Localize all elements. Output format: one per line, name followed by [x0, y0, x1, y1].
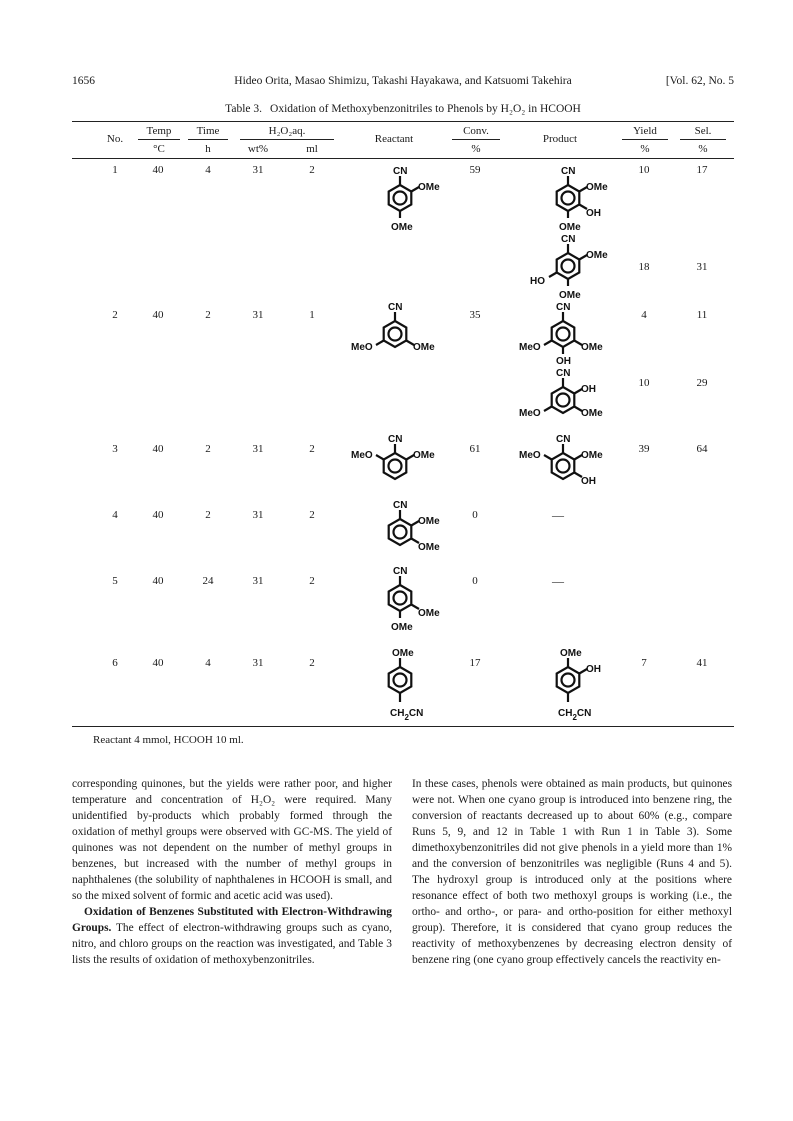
svg-text:OMe: OMe	[392, 648, 414, 659]
table-bottom-rule	[72, 726, 734, 727]
cell-ml: 1	[309, 309, 315, 321]
svg-text:OH: OH	[586, 208, 601, 219]
cell-ml: 2	[309, 575, 315, 587]
cell-sel: 64	[696, 443, 708, 455]
cell-time: 2	[205, 509, 211, 521]
svg-text:OH: OH	[556, 356, 571, 367]
cell-no: 6	[112, 657, 118, 669]
svg-text:OMe: OMe	[413, 342, 435, 353]
reactant-structure	[360, 560, 440, 632]
paragraph: In these cases, phenols were obtained as main products, but quinones were not. When one cyano group is introduced into benzene ring, the conversion of reactants decreased up to about 60% (e.g., compare Runs 5, 9, and 12 in Table 1 with Run 1 in Table 3). Some dimethoxybenzonitriles did not give phenols in a yield more than 1% and the conversion of benzonitriles was negligible (Runs 4 and 5). The hydroxyl group is introduced only at the positions where resonance effect of both two methoxyl groups is working (i.e., the ortho- and ortho-, or para- and ortho-position for either methoxyl group). Therefore, it is considered that cyano group reduces the reactivity of methoxybenzenes by decreasing electron density of benzene ring (one cyano group effectively cancels the reactivity en-	[412, 778, 732, 966]
benzene-ring-diagram	[528, 160, 618, 232]
svg-text:MeO: MeO	[519, 450, 541, 461]
cell-conv: 61	[469, 443, 481, 455]
cell-wt: 31	[252, 164, 264, 176]
cell-sel: 11	[696, 309, 708, 321]
header-subrule	[680, 139, 726, 140]
svg-text:OH: OH	[586, 664, 601, 675]
product-structure	[508, 362, 618, 418]
svg-text:OMe: OMe	[586, 250, 608, 261]
cell-no: 5	[112, 575, 118, 587]
header-time: Time	[196, 125, 220, 137]
svg-text:CH2CN: $CH_2CN$	[558, 708, 592, 722]
product-structure	[514, 228, 614, 300]
table-header-rule	[72, 158, 734, 159]
benzene-ring-diagram	[508, 296, 618, 366]
svg-text:CN: CN	[388, 302, 403, 313]
cell-temp: 40	[152, 443, 164, 455]
reactant-structure	[360, 642, 440, 722]
benzene-ring-diagram	[514, 228, 614, 300]
table-caption	[72, 103, 734, 115]
paragraph: Oxidation of Benzenes Substituted with Electron-Withdrawing Groups. The effect of electron-withdrawing groups such as cyano, nitro, and chloro groups on the reaction was investigated, and Table 3 lists the results of oxidation of methoxybenzonitriles.	[72, 906, 392, 966]
product-structure	[508, 296, 618, 366]
svg-text:CN: CN	[556, 368, 571, 379]
header-no: No.	[106, 133, 124, 145]
svg-text:OH: OH	[581, 476, 596, 487]
cell-ml: 2	[309, 164, 315, 176]
cell-yield: 10	[638, 164, 650, 176]
cell-yield: 10	[638, 377, 650, 389]
svg-text:OMe: OMe	[418, 182, 440, 193]
benzene-ring-diagram	[508, 428, 618, 488]
header-product: Product	[542, 133, 578, 145]
svg-text:OH: OH	[581, 384, 596, 395]
cell-conv: 0	[472, 509, 478, 521]
header-subrule	[622, 139, 668, 140]
cell-time: 2	[205, 309, 211, 321]
cell-yield: 39	[638, 443, 650, 455]
benzene-ring-diagram	[508, 362, 618, 418]
cell-yield: 7	[641, 657, 647, 669]
running-header	[72, 75, 734, 91]
svg-text:OMe: OMe	[581, 450, 603, 461]
cell-conv: 35	[469, 309, 481, 321]
benzene-ring-diagram	[528, 642, 618, 722]
cell-temp: 40	[152, 575, 164, 587]
cell-sel: 29	[696, 377, 708, 389]
no-product-dash: —	[552, 508, 564, 522]
cell-no: 3	[112, 443, 118, 455]
svg-text:OMe: OMe	[581, 408, 603, 419]
svg-text:OMe: OMe	[418, 608, 440, 619]
benzene-ring-diagram	[360, 560, 440, 632]
header-yield-unit: %	[640, 143, 650, 155]
cell-ml: 2	[309, 657, 315, 669]
cell-temp: 40	[152, 657, 164, 669]
cell-wt: 31	[252, 309, 264, 321]
benzene-ring-diagram	[360, 494, 440, 554]
header-ml: ml	[306, 143, 318, 155]
page-number: 1656	[72, 75, 95, 87]
cell-time: 2	[205, 443, 211, 455]
svg-text:MeO: MeO	[351, 450, 373, 461]
cell-ml: 2	[309, 509, 315, 521]
authors: Hideo Orita, Masao Shimizu, Takashi Hayakawa, and Katsuomi Takehira	[234, 75, 572, 87]
header-conv: Conv.	[463, 125, 489, 137]
right-column	[412, 776, 732, 968]
cell-wt: 31	[252, 509, 264, 521]
header-time-unit: h	[205, 143, 211, 155]
svg-text:OMe: OMe	[559, 222, 581, 233]
benzene-ring-diagram	[340, 296, 450, 352]
cell-temp: 40	[152, 309, 164, 321]
reactant-structure	[360, 160, 440, 232]
svg-text:OMe: OMe	[581, 342, 603, 353]
header-yield: Yield	[633, 125, 657, 137]
header-sel: Sel.	[694, 125, 712, 137]
cell-wt: 31	[252, 657, 264, 669]
cell-temp: 40	[152, 164, 164, 176]
product-structure	[508, 428, 618, 488]
header-conv-unit: %	[471, 143, 481, 155]
svg-text:CN: CN	[388, 434, 403, 445]
svg-text:OMe: OMe	[418, 542, 440, 553]
cell-sel: 31	[696, 261, 708, 273]
no-product-dash: —	[552, 574, 564, 588]
header-reactant: Reactant	[374, 133, 414, 145]
cell-sel: 17	[696, 164, 708, 176]
header-subrule	[240, 139, 334, 140]
cell-wt: 31	[252, 443, 264, 455]
svg-text:CN: CN	[561, 166, 576, 177]
header-temp: Temp	[146, 125, 172, 137]
product-structure	[528, 642, 618, 722]
svg-text:OMe: OMe	[391, 222, 413, 233]
svg-text:OMe: OMe	[586, 182, 608, 193]
left-column	[72, 776, 392, 968]
svg-text:CN: CN	[556, 302, 571, 313]
svg-text:MeO: MeO	[519, 342, 541, 353]
svg-text:OMe: OMe	[391, 622, 413, 633]
cell-yield: 4	[641, 309, 647, 321]
cell-ml: 2	[309, 443, 315, 455]
reactant-structure	[360, 494, 440, 554]
svg-text:MeO: MeO	[519, 408, 541, 419]
table-title: Oxidation of Methoxybenzonitriles to Phenols by H₂O₂ in HCOOH	[270, 103, 581, 115]
volume-info: [Vol. 62, No. 5	[665, 75, 734, 87]
svg-text:MeO: MeO	[351, 342, 373, 353]
header-temp-unit: °C	[153, 143, 165, 155]
product-structure	[528, 160, 618, 232]
svg-text:CN: CN	[393, 500, 408, 511]
table-label: Table 3.	[225, 103, 263, 115]
section-heading: Oxidation of Benzenes Substituted with Electron-Withdrawing Groups.	[72, 906, 392, 934]
table-footnote: Reactant 4 mmol, HCOOH 10 ml.	[93, 734, 244, 746]
cell-temp: 40	[152, 509, 164, 521]
benzene-ring-diagram	[360, 642, 440, 722]
svg-text:CH2CN: $CH_2CN$	[390, 708, 424, 722]
svg-text:OMe: OMe	[413, 450, 435, 461]
svg-text:CN: CN	[561, 234, 576, 245]
svg-text:CN: CN	[393, 566, 408, 577]
cell-wt: 31	[252, 575, 264, 587]
header-subrule	[188, 139, 228, 140]
table-top-rule	[72, 121, 734, 122]
svg-text:HO: HO	[530, 276, 545, 287]
svg-text:OMe: OMe	[559, 290, 581, 301]
header-h2o2: H₂O₂aq.	[268, 125, 306, 137]
header-sel-unit: %	[698, 143, 708, 155]
cell-time: 4	[205, 657, 211, 669]
cell-sel: 41	[696, 657, 708, 669]
cell-conv: 0	[472, 575, 478, 587]
cell-no: 4	[112, 509, 118, 521]
benzene-ring-diagram	[360, 160, 440, 232]
cell-no: 2	[112, 309, 118, 321]
svg-text:OMe: OMe	[418, 516, 440, 527]
svg-text:OMe: OMe	[560, 648, 582, 659]
cell-time: 4	[205, 164, 211, 176]
header-subrule	[138, 139, 180, 140]
cell-conv: 59	[469, 164, 481, 176]
benzene-ring-diagram	[340, 428, 450, 484]
svg-text:CN: CN	[393, 166, 408, 177]
cell-yield: 18	[638, 261, 650, 273]
cell-no: 1	[112, 164, 118, 176]
header-wt: wt%	[247, 143, 269, 155]
svg-text:CN: CN	[556, 434, 571, 445]
header-subrule	[452, 139, 500, 140]
cell-time: 24	[202, 575, 214, 587]
cell-conv: 17	[469, 657, 481, 669]
paragraph: corresponding quinones, but the yields were rather poor, and higher temperature and concentration of H₂O₂ were required. Many unidentified by-products which probably formed through the oxidation of methyl groups were observed with GC-MS. The yield of quinones was not dependent on the number of methyl groups in benzenes, but increased with the number of methyl groups in naphthalenes (the solubility of naphthalenes in HCOOH is small, and so the mixed solvent of formic and acetic acid was used).	[72, 778, 392, 902]
reactant-structure	[340, 296, 450, 352]
reactant-structure	[340, 428, 450, 484]
